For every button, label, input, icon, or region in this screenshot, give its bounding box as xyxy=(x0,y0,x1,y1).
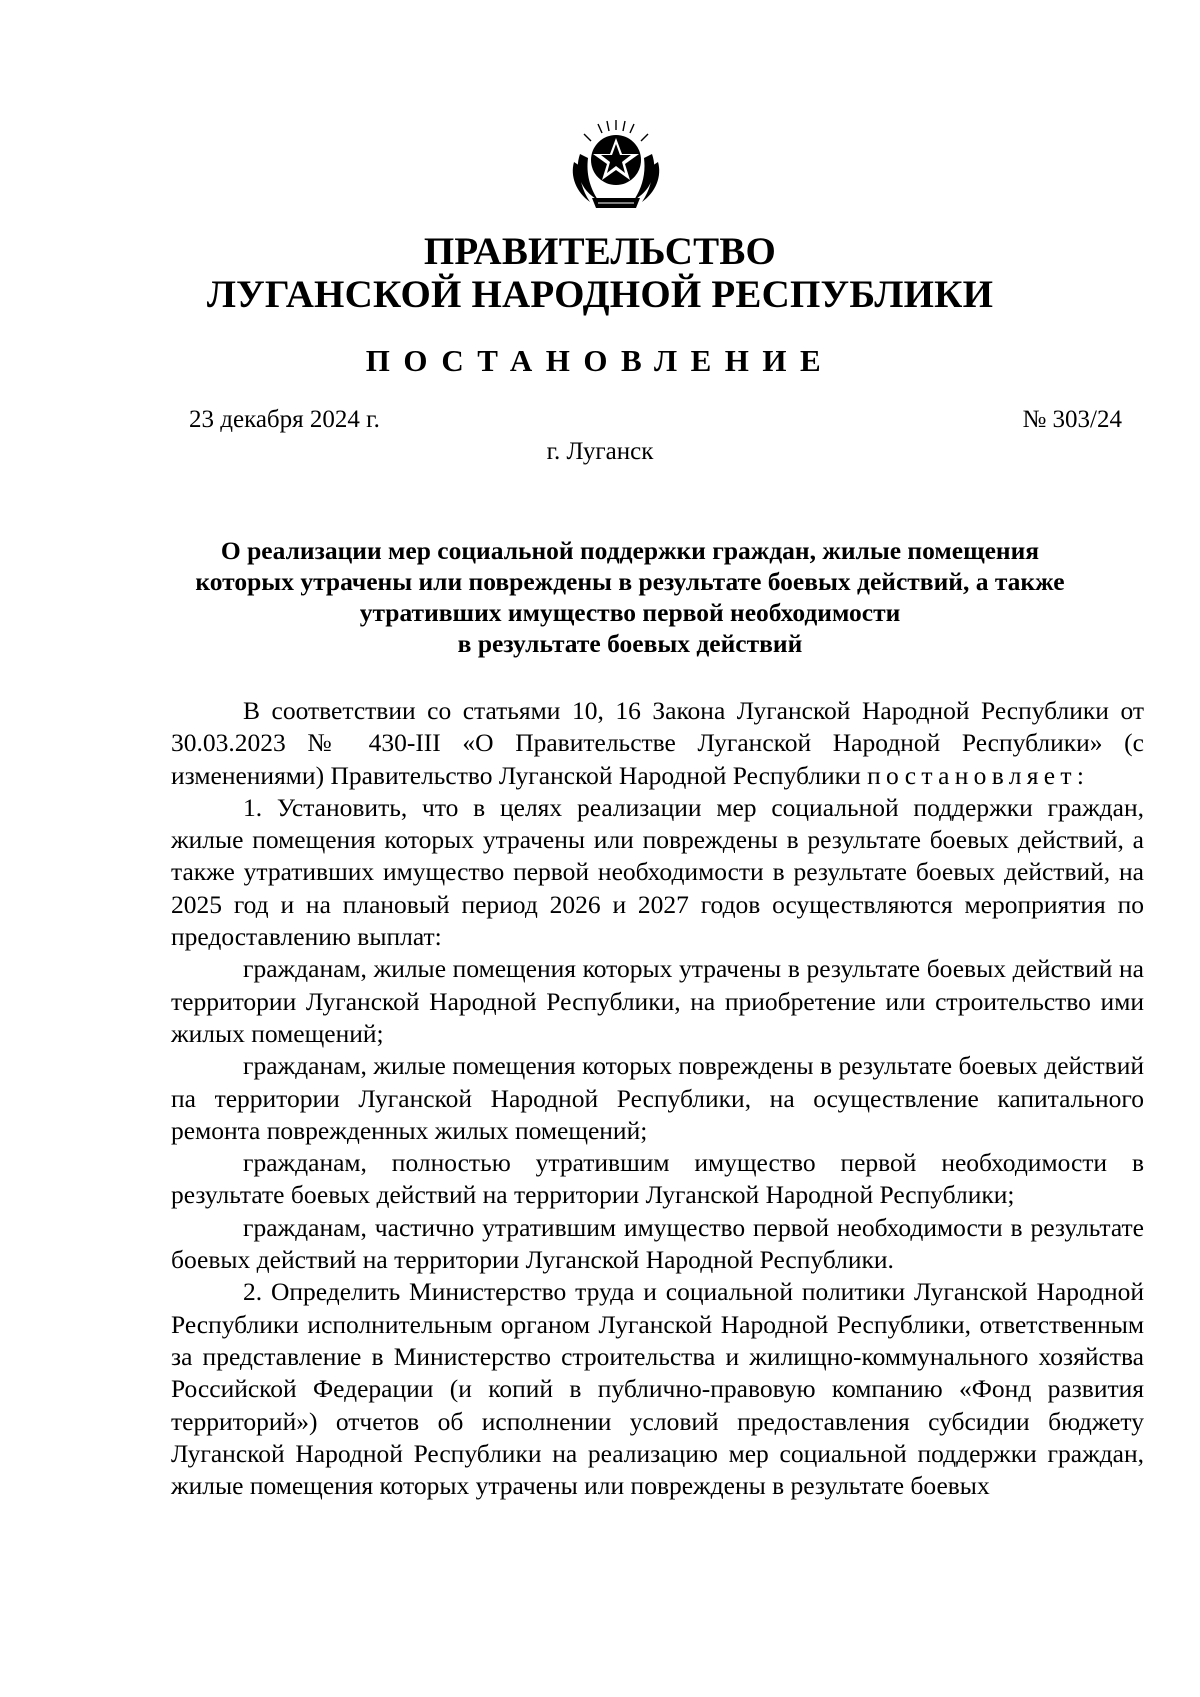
preamble-text: В соответствии со статьями 10, 16 Закона Луганской Народной Республики от 30.03.2023 № 430-III «О Правительстве Луганской Народной Республики» (с изменениями) Правительство Луганской Народной Республики xyxy=(171,696,1144,790)
item-2-paragraph: 2. Определить Министерство труда и социальной политики Луганской Народной Республики исполнительным органом Луганской Народной Республики, ответственным за представление в Министерство строительства и жилищно-коммунального хозяйства Российской Федерации (и копий в публично-правовую компанию «Фонд развития территорий») отчетов об исполнении условий предоставления субсидии бюджету Луганской Народной Республики на реализацию мер социальной поддержки граждан, жилые помещения которых утрачены или повреждены в результате боевых xyxy=(171,1277,1144,1501)
heading-line: О реализации мер социальной поддержки граждан, жилые помещения xyxy=(220,536,1040,565)
item-1c-paragraph: гражданам, полностью утратившим имущество первой необходимости в результате боевых действий на территории Луганской Народной Республики; xyxy=(171,1148,1144,1210)
heading-line: которых утрачены или повреждены в результате боевых действий, а также xyxy=(195,567,1065,596)
decree-heading xyxy=(160,535,1100,659)
government-name-line1: ПРАВИТЕЛЬСТВО xyxy=(423,230,777,273)
item-1d-paragraph: гражданам, частично утратившим имущество первой необходимости в результате боевых действий на территории Луганской Народной Республики. xyxy=(171,1212,1144,1275)
resolves-word: постановляет: xyxy=(867,760,1090,790)
decree-city: г. Луганск xyxy=(546,438,654,465)
decree-number: № 303/24 xyxy=(1022,406,1122,433)
decree-type: ПОСТАНОВЛЕНИЕ xyxy=(365,343,835,378)
preamble-paragraph xyxy=(171,695,1144,792)
government-name-line2: ЛУГАНСКОЙ НАРОДНОЙ РЕСПУБЛИКИ xyxy=(206,273,994,316)
item-1-paragraph: 1. Установить, что в целях реализации мер социальной поддержки граждан, жилые помещения которых утрачены или повреждены в результате боевых действий, а также утративших имущество первой необходимости в результате боевых действий, на 2025 год и на плановый период 2026 и 2027 годов осуществляются мероприятия по предоставлению выплат: xyxy=(171,792,1144,952)
item-1b-paragraph: гражданам, жилые помещения которых повреждены в результате боевых действий па территории Луганской Народной Республики, на осуществление капитального ремонта поврежденных жилых помещений; xyxy=(171,1051,1144,1145)
decree-body xyxy=(171,695,1144,1502)
heading-line: утративших имущество первой необходимости xyxy=(359,598,901,627)
heading-line: в результате боевых действий xyxy=(457,629,803,658)
decree-date: 23 декабря 2024 г. xyxy=(189,406,380,433)
item-1a-paragraph: гражданам, жилые помещения которых утрачены в результате боевых действий на территории Луганской Народной Республики, на приобретение или строительство ими жилых помещений; xyxy=(171,954,1144,1048)
coat-of-arms-emblem xyxy=(568,116,664,214)
